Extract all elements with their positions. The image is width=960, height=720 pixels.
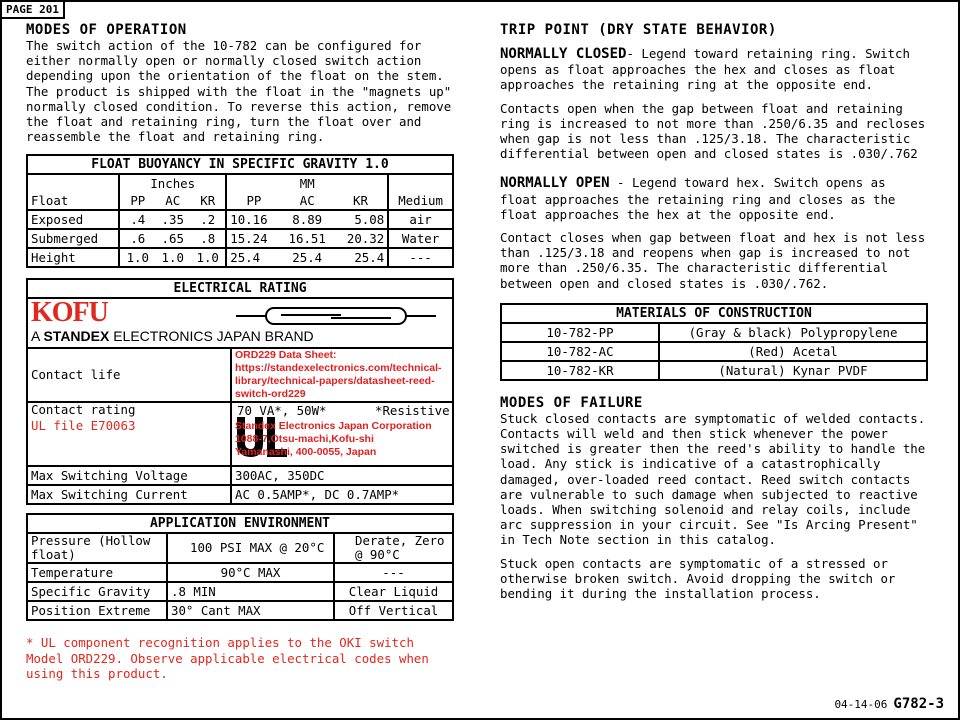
table-row <box>501 342 927 361</box>
buoyancy-title: FLOAT BUOYANCY IN SPECIFIC GRAVITY 1.0 <box>27 155 453 174</box>
table-cell: Exposed <box>27 210 119 229</box>
buoyancy-col-header: AC <box>155 192 190 210</box>
table-row <box>27 485 453 504</box>
brand-prefix: A <box>31 328 40 345</box>
table-row <box>27 466 453 485</box>
table-cell: 10-782-AC <box>501 342 659 361</box>
table-cell: 1.0 <box>190 248 226 267</box>
table-row <box>27 248 453 267</box>
table-cell: .35 <box>155 210 190 229</box>
buoyancy-float-header: Float <box>27 174 119 210</box>
buoyancy-col-header: PP <box>226 192 280 210</box>
table-cell: Water <box>388 229 453 248</box>
revision-date: 04-14-06 <box>834 698 888 711</box>
table-cell: 8.89 <box>281 210 334 229</box>
right-column <box>500 22 930 601</box>
table-cell: 90°C MAX <box>167 563 334 582</box>
table-cell: .8 <box>190 229 226 248</box>
corp-address-2: Yamanashi, 400-0055, Japan <box>235 446 377 459</box>
table-row <box>27 210 453 229</box>
table-cell: (Gray & black) Polypropylene <box>659 323 927 342</box>
buoyancy-medium-header: Medium <box>388 174 453 210</box>
max-current-value: AC 0.5AMP*, DC 0.7AMP* <box>231 485 453 504</box>
buoyancy-col-header: PP <box>119 192 155 210</box>
max-voltage-value: 300AC, 350DC <box>231 466 453 485</box>
table-cell: Specific Gravity <box>27 582 167 601</box>
table-cell: Clear Liquid <box>334 582 453 601</box>
table-row <box>501 323 927 342</box>
table-cell: Pressure (Hollow float) <box>27 533 167 563</box>
application-environment-table <box>26 513 454 621</box>
electrical-rating-table <box>26 278 454 505</box>
table-cell: .4 <box>119 210 155 229</box>
table-cell: 1.0 <box>155 248 190 267</box>
table-cell: 25.4 <box>281 248 334 267</box>
table-cell: 16.51 <box>281 229 334 248</box>
table-cell: .8 MIN <box>167 582 334 601</box>
table-row <box>27 563 453 582</box>
corp-name: Standex Electronics Japan Corporation <box>235 420 432 433</box>
brand-suffix: ELECTRONICS JAPAN BRAND <box>113 328 314 345</box>
table-cell: --- <box>388 248 453 267</box>
table-cell: Position Extreme <box>27 601 167 620</box>
table-cell: 1.0 <box>119 248 155 267</box>
normally-closed-detail: Contacts open when the gap between float and retaining ring is increased to not more than .250/6.35 and recloses when gap is not less than .125/3.18. The characteristic differential between open and closed states is .030/.762 <box>500 100 926 162</box>
table-cell: 15.24 <box>226 229 280 248</box>
table-cell: Temperature <box>27 563 167 582</box>
table-cell: Derate, Zero @ 90°C <box>334 533 453 563</box>
buoyancy-col-header: AC <box>281 192 334 210</box>
normally-closed-heading: NORMALLY CLOSED <box>500 46 627 62</box>
table-cell: 10-782-PP <box>501 323 659 342</box>
float-buoyancy-table <box>26 154 454 268</box>
modes-of-operation-heading: MODES OF OPERATION <box>26 22 187 38</box>
table-cell: air <box>388 210 453 229</box>
electrical-title: ELECTRICAL RATING <box>27 279 453 298</box>
table-cell: 5.08 <box>334 210 388 229</box>
table-cell: 25.4 <box>226 248 280 267</box>
modes-of-failure-heading: MODES OF FAILURE <box>500 394 643 411</box>
contact-life-label: Contact life <box>27 348 231 402</box>
table-cell: Height <box>27 248 119 267</box>
normally-open-heading: NORMALLY OPEN <box>500 175 610 192</box>
table-cell: .65 <box>155 229 190 248</box>
corp-address-1: 1088-7,Otsu-machi,Kofu-shi <box>235 433 374 446</box>
ul-file-label: UL file E70063 <box>31 418 136 434</box>
normally-open-detail: Contact closes when gap between float and hex is not less than .125/3.18 and reopens when gap is increased to not more than .250/6.35. The characteristic differential between open and closed states is .030/.762. <box>500 230 926 291</box>
resistive-note: *Resistive <box>375 403 450 419</box>
table-cell: 30° Cant MAX <box>167 601 334 620</box>
trip-point-heading: TRIP POINT (DRY STATE BEHAVIOR) <box>500 22 777 38</box>
kofu-logo: KOFU <box>31 297 108 329</box>
table-cell: 25.4 <box>334 248 388 267</box>
document-code: G782-3 <box>893 696 944 712</box>
table-row <box>27 582 453 601</box>
table-cell: (Red) Acetal <box>659 342 927 361</box>
table-row <box>501 361 927 380</box>
max-voltage-label: Max Switching Voltage <box>27 466 231 485</box>
contact-rating-value: 70 VA*, 50W* <box>237 403 327 419</box>
environment-title: APPLICATION ENVIRONMENT <box>27 514 453 533</box>
page-number: PAGE 201 <box>2 2 65 19</box>
buoyancy-mm-header: MM <box>226 174 388 192</box>
modes-of-operation-text: The switch action of the 10-782 can be configured for either normally open or normally closed switch action depending upon the orientation of the float on the stem. The product is shipped with the float in the "magnets up" normally closed condition. To reverse this action, remove the float and retaining ring, turn the float over and reassemble the float and retaining ring. <box>26 38 452 145</box>
materials-title: MATERIALS OF CONSTRUCTION <box>501 304 927 323</box>
normally-open-lead: - Legend toward hex. Switch opens as float approaches the retaining ring and closes as the float approaches the hex at the opposite end. <box>500 175 896 222</box>
table-cell: --- <box>334 563 453 582</box>
buoyancy-col-header: KR <box>190 192 226 210</box>
failure-open-text: Stuck open contacts are symptomatic of a stressed or otherwise broken switch. Avoid dropping the switch or bending it during the installation process. <box>500 555 896 602</box>
buoyancy-inches-header: Inches <box>119 174 226 192</box>
table-cell: 10-782-KR <box>501 361 659 380</box>
ul-recognition-note: * UL component recognition applies to the OKI switch Model ORD229. Observe applicable electrical codes when using this product. <box>26 635 429 681</box>
page-footer <box>834 696 944 712</box>
left-column <box>26 22 456 681</box>
table-row <box>27 229 453 248</box>
table-cell: .2 <box>190 210 226 229</box>
brand-name: STANDEX <box>43 328 110 345</box>
normally-closed-lead: - Legend toward retaining ring. Switch opens as float approaches the hex and closes as float approaches the retaining ring at the opposite end. <box>500 46 910 93</box>
table-row <box>27 601 453 620</box>
contact-rating-label: Contact rating <box>31 402 136 418</box>
table-cell: Off Vertical <box>334 601 453 620</box>
table-cell: 20.32 <box>334 229 388 248</box>
table-row <box>27 533 453 563</box>
buoyancy-col-header: KR <box>334 192 388 210</box>
reed-switch-icon <box>236 305 436 327</box>
datasheet-link[interactable]: ORD229 Data Sheet: https://standexelectronics.com/technical-library/technical-papers/datasheet-reed-switch-ord229 <box>231 348 453 402</box>
table-cell: (Natural) Kynar PVDF <box>659 361 927 380</box>
table-cell: .6 <box>119 229 155 248</box>
table-cell: 10.16 <box>226 210 280 229</box>
failure-closed-text: Stuck closed contacts are symptomatic of welded contacts. Contacts will weld and then stick whenever the power switched is greater then the reed's ability to handle the load. Any stick is indicative of a catastrophically damaged, over-loaded reed contact. Reed switch contacts are vulnerable to such damage when subjected to reactive loads. When switching solenoid and relay coils, include arc suppression in your circuit. See "Is Arcing Present" in Tech Note section in this catalog. <box>500 410 926 548</box>
table-cell: 100 PSI MAX @ 20°C <box>167 533 334 563</box>
table-cell: Submerged <box>27 229 119 248</box>
max-current-label: Max Switching Current <box>27 485 231 504</box>
materials-table <box>500 303 928 381</box>
